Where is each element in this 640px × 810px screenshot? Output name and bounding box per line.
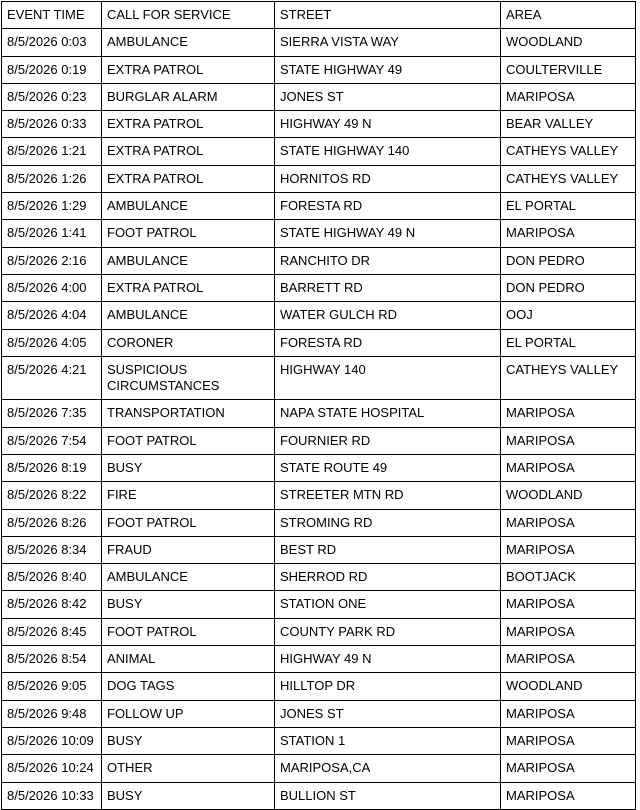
table-row: [2, 700, 636, 727]
street-cell: HIGHWAY 49 N: [275, 646, 501, 673]
call-type-cell: EXTRA PATROL: [102, 165, 275, 192]
area-cell: CATHEYS VALLEY: [501, 138, 636, 165]
area-cell: MARIPOSA: [501, 454, 636, 481]
street-cell: HIGHWAY 49 N: [275, 111, 501, 138]
call-type-cell: TRANSPORTATION: [102, 400, 275, 427]
table-row: [2, 193, 636, 220]
street-cell: JONES ST: [275, 700, 501, 727]
event-time-cell: 8/5/2026 1:41: [2, 220, 102, 247]
call-type-cell: BUSY: [102, 782, 275, 809]
area-cell: MARIPOSA: [501, 509, 636, 536]
event-time-cell: 8/5/2026 2:16: [2, 247, 102, 274]
area-cell: MARIPOSA: [501, 220, 636, 247]
street-cell: FOURNIER RD: [275, 427, 501, 454]
area-cell: MARIPOSA: [501, 646, 636, 673]
call-type-cell: BUSY: [102, 454, 275, 481]
table-row: [2, 482, 636, 509]
table-row: [2, 564, 636, 591]
call-type-cell: FOOT PATROL: [102, 509, 275, 536]
event-time-cell: 8/5/2026 1:21: [2, 138, 102, 165]
table-row: [2, 673, 636, 700]
area-cell: EL PORTAL: [501, 329, 636, 356]
street-cell: JONES ST: [275, 83, 501, 110]
street-cell: STATION 1: [275, 727, 501, 754]
area-cell: WOODLAND: [501, 673, 636, 700]
area-cell: EL PORTAL: [501, 193, 636, 220]
street-cell: SHERROD RD: [275, 564, 501, 591]
event-time-cell: 8/5/2026 8:45: [2, 618, 102, 645]
street-cell: RANCHITO DR: [275, 247, 501, 274]
event-time-cell: 8/5/2026 7:54: [2, 427, 102, 454]
area-cell: MARIPOSA: [501, 700, 636, 727]
area-cell: DON PEDRO: [501, 247, 636, 274]
area-cell: MARIPOSA: [501, 536, 636, 563]
street-cell: NAPA STATE HOSPITAL: [275, 400, 501, 427]
header-area: AREA: [501, 2, 636, 29]
event-time-cell: 8/5/2026 8:54: [2, 646, 102, 673]
event-time-cell: 8/5/2026 4:05: [2, 329, 102, 356]
street-cell: BULLION ST: [275, 782, 501, 809]
table-row: [2, 618, 636, 645]
call-type-cell: FOLLOW UP: [102, 700, 275, 727]
street-cell: STATE HIGHWAY 49: [275, 56, 501, 83]
street-cell: STROMING RD: [275, 509, 501, 536]
area-cell: WOODLAND: [501, 29, 636, 56]
street-cell: HORNITOS RD: [275, 165, 501, 192]
event-time-cell: 8/5/2026 0:19: [2, 56, 102, 83]
street-cell: BEST RD: [275, 536, 501, 563]
area-cell: MARIPOSA: [501, 782, 636, 809]
event-time-cell: 8/5/2026 4:04: [2, 302, 102, 329]
area-cell: MARIPOSA: [501, 727, 636, 754]
call-type-cell: BUSY: [102, 727, 275, 754]
area-cell: MARIPOSA: [501, 400, 636, 427]
street-cell: STATE HIGHWAY 49 N: [275, 220, 501, 247]
table-row: [2, 591, 636, 618]
call-type-cell: AMBULANCE: [102, 247, 275, 274]
table-row: [2, 509, 636, 536]
area-cell: OOJ: [501, 302, 636, 329]
event-time-cell: 8/5/2026 8:34: [2, 536, 102, 563]
call-type-cell: AMBULANCE: [102, 564, 275, 591]
event-time-cell: 8/5/2026 8:19: [2, 454, 102, 481]
street-cell: BARRETT RD: [275, 274, 501, 301]
table-row: [2, 165, 636, 192]
call-type-cell: BURGLAR ALARM: [102, 83, 275, 110]
area-cell: MARIPOSA: [501, 427, 636, 454]
street-cell: SIERRA VISTA WAY: [275, 29, 501, 56]
event-time-cell: 8/5/2026 8:40: [2, 564, 102, 591]
call-type-cell: OTHER: [102, 755, 275, 782]
area-cell: CATHEYS VALLEY: [501, 356, 636, 400]
table-row: [2, 274, 636, 301]
event-time-cell: 8/5/2026 10:33: [2, 782, 102, 809]
table-row: [2, 646, 636, 673]
event-time-cell: 8/5/2026 7:35: [2, 400, 102, 427]
event-time-cell: 8/5/2026 10:09: [2, 727, 102, 754]
header-street: STREET: [275, 2, 501, 29]
table-row: [2, 427, 636, 454]
call-type-cell: FRAUD: [102, 536, 275, 563]
event-time-cell: 8/5/2026 9:48: [2, 700, 102, 727]
street-cell: FORESTA RD: [275, 193, 501, 220]
table-header: [2, 2, 636, 29]
event-time-cell: 8/5/2026 1:29: [2, 193, 102, 220]
table-row: [2, 138, 636, 165]
street-cell: HIGHWAY 140: [275, 356, 501, 400]
table-row: [2, 356, 636, 400]
street-cell: MARIPOSA,CA: [275, 755, 501, 782]
street-cell: HILLTOP DR: [275, 673, 501, 700]
table-row: [2, 727, 636, 754]
area-cell: MARIPOSA: [501, 618, 636, 645]
event-time-cell: 8/5/2026 4:00: [2, 274, 102, 301]
area-cell: BEAR VALLEY: [501, 111, 636, 138]
street-cell: COUNTY PARK RD: [275, 618, 501, 645]
table-row: [2, 400, 636, 427]
event-time-cell: 8/5/2026 0:33: [2, 111, 102, 138]
street-cell: STREETER MTN RD: [275, 482, 501, 509]
call-type-cell: SUSPICIOUS CIRCUMSTANCES: [102, 356, 275, 400]
table-row: [2, 755, 636, 782]
call-type-cell: EXTRA PATROL: [102, 274, 275, 301]
event-time-cell: 8/5/2026 8:42: [2, 591, 102, 618]
area-cell: BOOTJACK: [501, 564, 636, 591]
table-row: [2, 111, 636, 138]
table-row: [2, 83, 636, 110]
street-cell: WATER GULCH RD: [275, 302, 501, 329]
event-time-cell: 8/5/2026 0:03: [2, 29, 102, 56]
event-time-cell: 8/5/2026 1:26: [2, 165, 102, 192]
header-event-time: EVENT TIME: [2, 2, 102, 29]
table-body: [2, 29, 636, 810]
area-cell: MARIPOSA: [501, 755, 636, 782]
call-type-cell: EXTRA PATROL: [102, 56, 275, 83]
header-call-for-service: CALL FOR SERVICE: [102, 2, 275, 29]
event-time-cell: 8/5/2026 8:26: [2, 509, 102, 536]
call-type-cell: AMBULANCE: [102, 29, 275, 56]
table-row: [2, 329, 636, 356]
call-type-cell: EXTRA PATROL: [102, 111, 275, 138]
call-type-cell: BUSY: [102, 591, 275, 618]
area-cell: MARIPOSA: [501, 591, 636, 618]
call-type-cell: FOOT PATROL: [102, 618, 275, 645]
table-row: [2, 247, 636, 274]
table-row: [2, 56, 636, 83]
call-type-cell: ANIMAL: [102, 646, 275, 673]
event-time-cell: 8/5/2026 10:24: [2, 755, 102, 782]
event-time-cell: 8/5/2026 4:21: [2, 356, 102, 400]
area-cell: DON PEDRO: [501, 274, 636, 301]
area-cell: CATHEYS VALLEY: [501, 165, 636, 192]
area-cell: WOODLAND: [501, 482, 636, 509]
table-row: [2, 454, 636, 481]
table-row: [2, 302, 636, 329]
call-type-cell: CORONER: [102, 329, 275, 356]
table-row: [2, 220, 636, 247]
call-type-cell: FIRE: [102, 482, 275, 509]
area-cell: MARIPOSA: [501, 83, 636, 110]
call-log-table: [1, 1, 636, 810]
call-type-cell: EXTRA PATROL: [102, 138, 275, 165]
event-time-cell: 8/5/2026 0:23: [2, 83, 102, 110]
street-cell: STATE ROUTE 49: [275, 454, 501, 481]
area-cell: COULTERVILLE: [501, 56, 636, 83]
call-type-cell: AMBULANCE: [102, 193, 275, 220]
call-type-cell: DOG TAGS: [102, 673, 275, 700]
street-cell: STATION ONE: [275, 591, 501, 618]
header-row: [2, 2, 636, 29]
table-row: [2, 29, 636, 56]
call-type-cell: AMBULANCE: [102, 302, 275, 329]
call-type-cell: FOOT PATROL: [102, 427, 275, 454]
event-time-cell: 8/5/2026 9:05: [2, 673, 102, 700]
table-row: [2, 536, 636, 563]
street-cell: FORESTA RD: [275, 329, 501, 356]
table-row: [2, 782, 636, 809]
call-type-cell: FOOT PATROL: [102, 220, 275, 247]
event-time-cell: 8/5/2026 8:22: [2, 482, 102, 509]
street-cell: STATE HIGHWAY 140: [275, 138, 501, 165]
